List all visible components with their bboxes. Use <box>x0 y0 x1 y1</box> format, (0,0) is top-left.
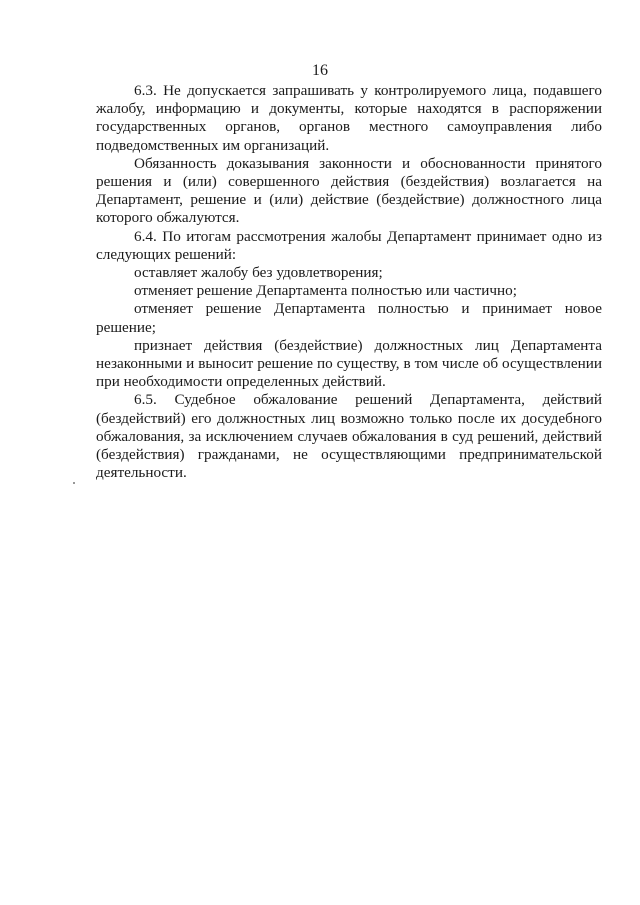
document-body <box>96 82 602 482</box>
decision-item-4: признает действия (бездействие) должностных лиц Департамента незаконными и выносит решение по существу, в том числе об осуществлении при необходимости определенных действий. <box>96 336 602 391</box>
paragraph-6-5: 6.5. Судебное обжалование решений Департамента, действий (бездействий) его должностных лиц возможно только после их досудебного обжалования, за исключением случаев обжалования в суд решений, действий (бездействия) гражданами, не осуществляющими предпринимательской деятельности. <box>96 391 602 482</box>
page-number: 16 <box>312 62 328 79</box>
paragraph-burden-of-proof: Обязанность доказывания законности и обоснованности принятого решения и (или) совершенного действия (бездействия) возлагается на Департамент, решение и (или) действие (бездействие) должностного лица которого обжалуются. <box>96 154 602 227</box>
decision-item-1: оставляет жалобу без удовлетворения; <box>134 264 383 282</box>
decision-item-2: отменяет решение Департамента полностью или частично; <box>134 282 517 300</box>
decision-item-3: отменяет решение Департамента полностью и принимает новое решение; <box>96 300 602 336</box>
paragraph-6-4: 6.4. По итогам рассмотрения жалобы Департамент принимает одно из следующих решений: <box>96 227 602 263</box>
scan-dot-mark <box>73 482 75 484</box>
paragraph-6-3: 6.3. Не допускается запрашивать у контролируемого лица, подавшего жалобу, информацию и документы, которые находятся в распоряжении государственных органов, органов местного самоуправления либо подведомственных им организаций. <box>96 82 602 154</box>
